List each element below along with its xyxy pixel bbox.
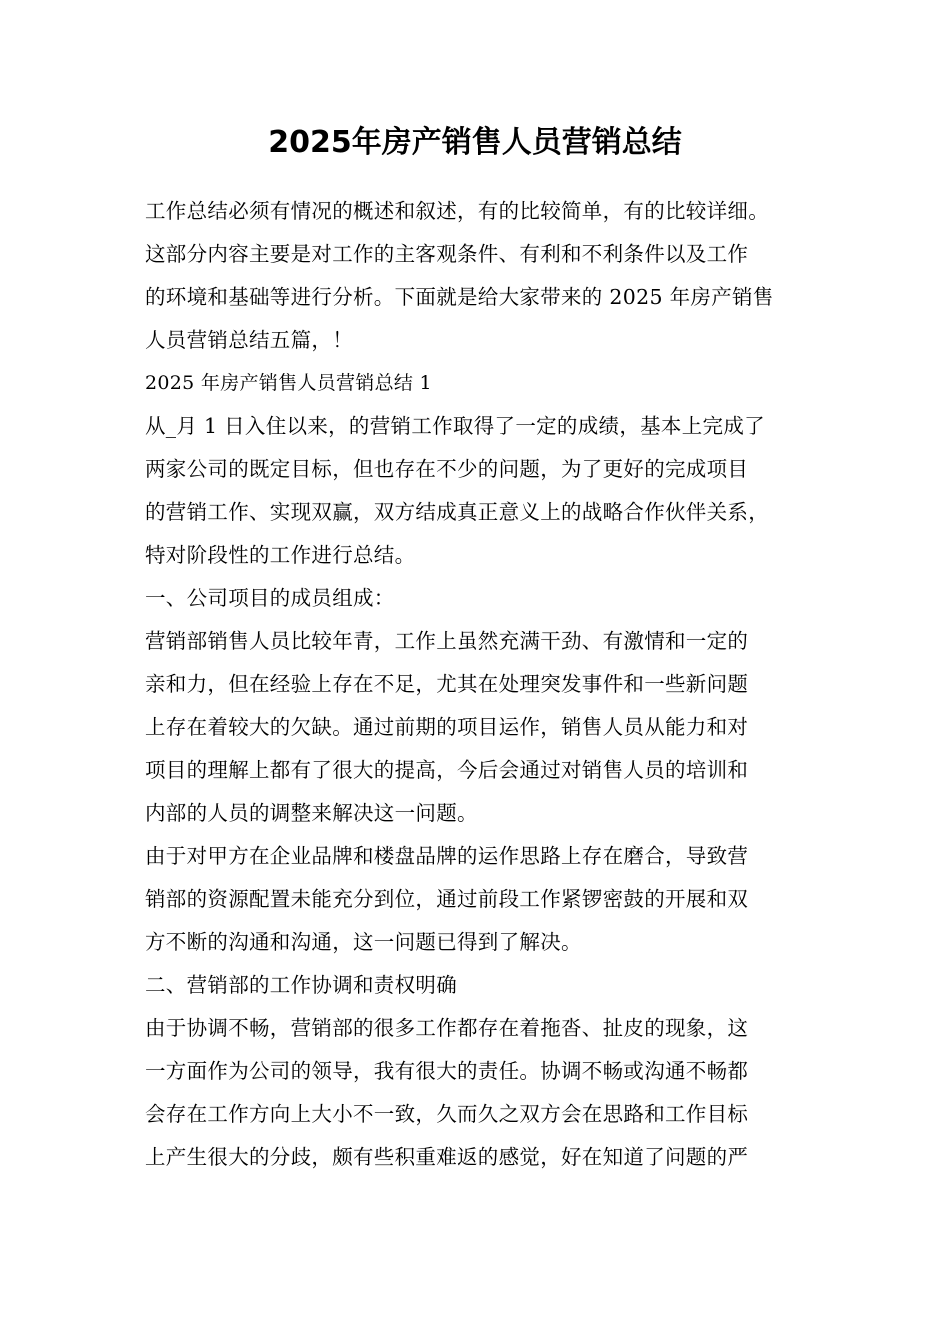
section-heading-1: 2025 年房产销售人员营销总结 1 bbox=[145, 372, 432, 394]
subheading-coordination: 二、营销部的工作协调和责权明确 bbox=[145, 973, 457, 997]
document-body bbox=[145, 190, 825, 1179]
intro-paragraph: 工作总结必须有情况的概述和叙述，有的比较简单，有的比较详细。 这部分内容主要是对工作的主客观条件、有利和不利条件以及工作 的环境和基础等进行分析。下面就是给大家带来的 2025 年房产销售 人员营销总结五篇，！ bbox=[145, 199, 774, 352]
paragraph-opening: 从_月 1 日入住以来，的营销工作取得了一定的成绩，基本上完成了 两家公司的既定目标，但也存在不少的问题，为了更好的完成项目 的营销工作、实现双赢，双方结成真正意义上的战略合作伙伴关系， 特对阶段性的工作进行总结。 bbox=[145, 414, 769, 567]
document-title: 2025年房产销售人员营销总结 bbox=[268, 125, 682, 160]
paragraph-members: 营销部销售人员比较年青，工作上虽然充满干劲、有激情和一定的 亲和力，但在经验上存在不足，尤其在处理突发事件和一些新问题 上存在着较大的欠缺。通过前期的项目运作，销售人员从能力和对 项目的理解上都有了很大的提高，今后会通过对销售人员的培训和 内部的人员的调整来解决这一问题。 bbox=[145, 629, 749, 825]
paragraph-coordination: 由于协调不畅，营销部的很多工作都存在着拖沓、扯皮的现象，这 一方面作为公司的领导，我有很大的责任。协调不畅或沟通不畅都 会存在工作方向上大小不一致，久而久之双方会在思路和工作目标 上产生很大的分歧，颇有些积重难返的感觉，好在知道了问题的严 bbox=[145, 1016, 749, 1169]
paragraph-resources: 由于对甲方在企业品牌和楼盘品牌的运作思路上存在磨合，导致营 销部的资源配置未能充分到位，通过前段工作紧锣密鼓的开展和双 方不断的沟通和沟通，这一问题已得到了解决。 bbox=[145, 844, 749, 954]
subheading-members: 一、公司项目的成员组成： bbox=[145, 586, 395, 610]
